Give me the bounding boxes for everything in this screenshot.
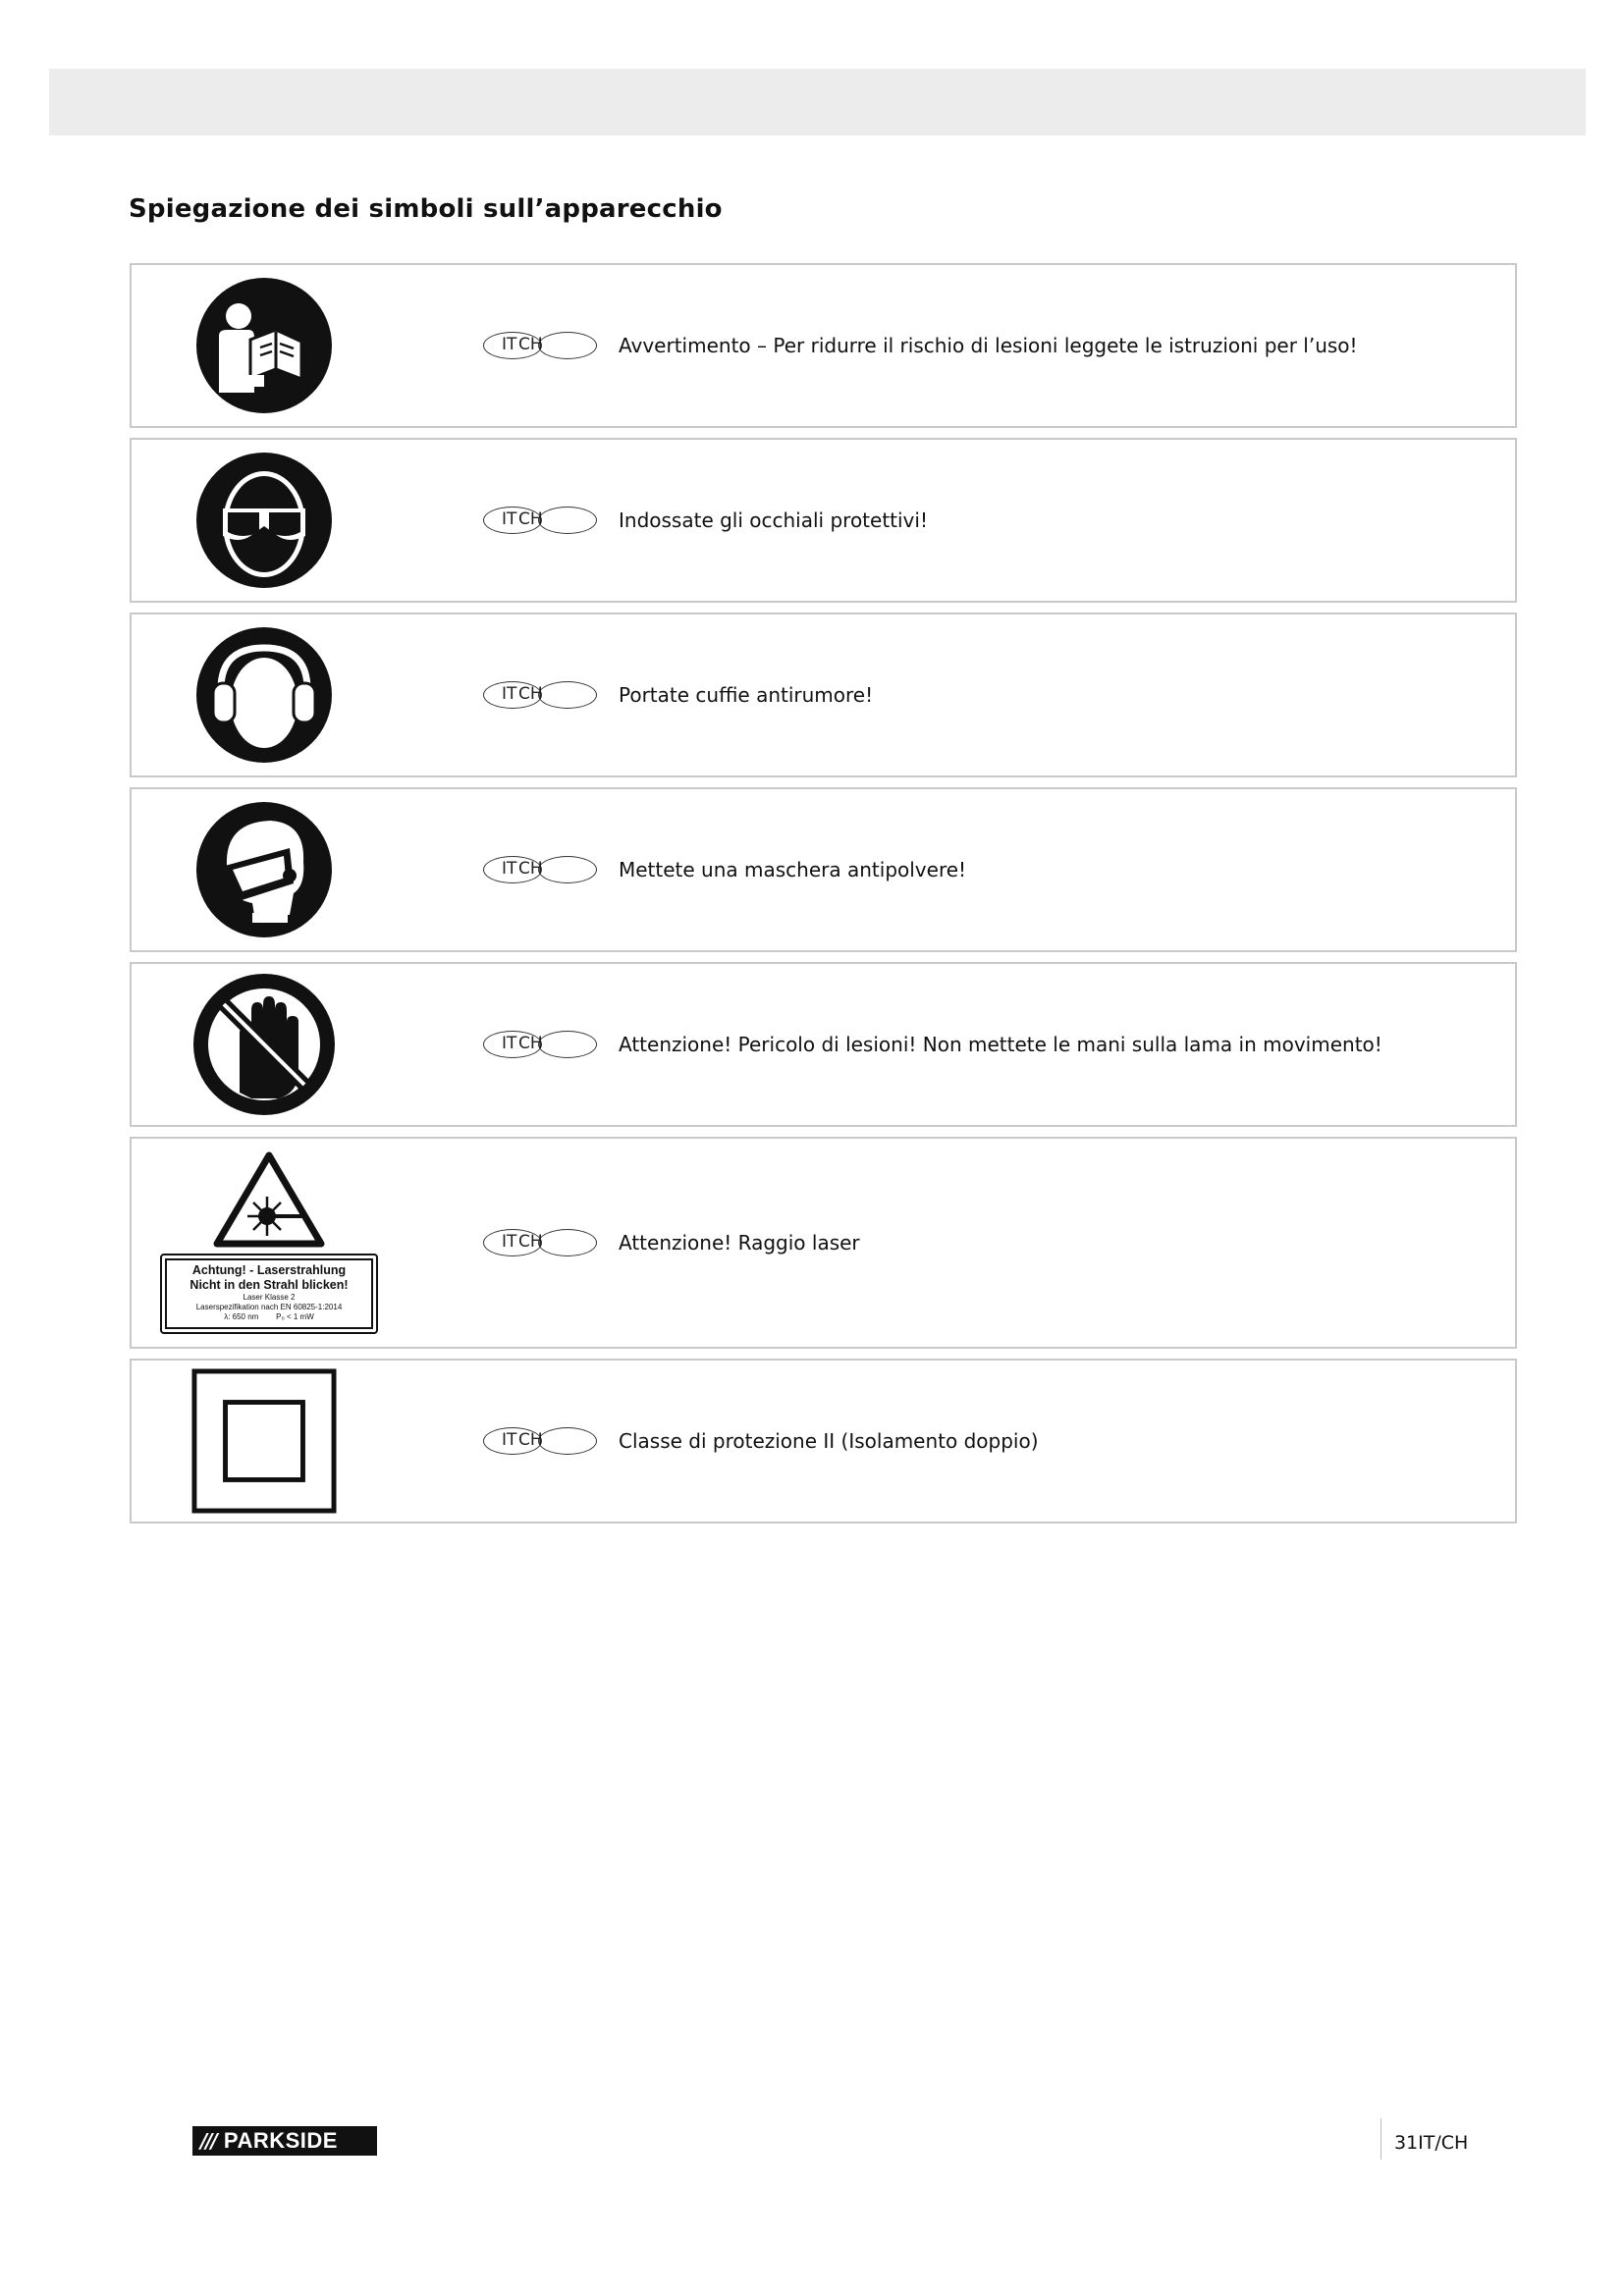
lang-code-it: IT (502, 859, 517, 879)
laser-label-line: Nicht in den Strahl blicken! (189, 1278, 349, 1292)
lang-code-it: IT (502, 509, 517, 529)
lang-code-ch: CH (518, 1430, 543, 1450)
laser-label-line: Laser Klasse 2 (243, 1293, 296, 1302)
laser-label-line: λ: 650 nm P₀ < 1 mW (224, 1312, 314, 1321)
section-title: Spiegazione dei simboli sull’apparecchio (129, 194, 723, 224)
symbol-row (130, 1359, 1517, 1523)
dust-mask-icon (190, 789, 338, 950)
parkside-logo (192, 2126, 377, 2156)
lang-code-it: IT (502, 1232, 517, 1252)
safety-goggles-icon (190, 440, 338, 601)
laser-warning-label (160, 1254, 378, 1334)
language-badge (483, 1427, 599, 1455)
laser-label-line: Laserspezifikation nach EN 60825-1:2014 (195, 1303, 343, 1311)
lang-code-ch: CH (518, 684, 543, 704)
lang-code-ch: CH (518, 509, 543, 529)
language-badge (483, 1229, 599, 1256)
logo-brand: PARKSIDE (223, 2128, 338, 2153)
lang-code-ch: CH (518, 859, 543, 879)
symbol-row (130, 613, 1517, 777)
symbol-row (130, 787, 1517, 952)
lang-code-it: IT (502, 335, 517, 354)
lang-code-ch: CH (518, 1034, 543, 1053)
symbol-description: Mettete una maschera antipolvere! (619, 858, 967, 881)
symbol-description: Indossate gli occhiali protettivi! (619, 508, 928, 532)
language-badge (483, 681, 599, 709)
language-badge (483, 332, 599, 359)
language-badge (483, 1031, 599, 1058)
symbol-row (130, 263, 1517, 428)
laser-label-line: Achtung! - Laserstrahlung (191, 1263, 347, 1277)
symbol-row (130, 1137, 1517, 1349)
symbol-description: Attenzione! Pericolo di lesioni! Non mettete le mani sulla lama in movimento! (619, 1033, 1382, 1056)
logo-stripes: /// (200, 2129, 216, 2153)
laser-triangle-icon (213, 1151, 325, 1248)
symbol-description: Classe di protezione II (Isolamento doppio) (619, 1429, 1039, 1453)
language-badge (483, 507, 599, 534)
lang-code-ch: CH (518, 1232, 543, 1252)
symbol-row (130, 962, 1517, 1127)
header-band (49, 69, 1586, 135)
language-badge (483, 856, 599, 883)
lang-code-it: IT (502, 684, 517, 704)
symbol-description: Avvertimento – Per ridurre il rischio di lesioni leggete le istruzioni per l’uso! (619, 334, 1358, 357)
lang-code-it: IT (502, 1430, 517, 1450)
no-hands-icon (190, 964, 338, 1125)
symbol-table (130, 263, 1517, 1533)
lang-code-ch: CH (518, 335, 543, 354)
laser-warning-icon (157, 1139, 381, 1347)
lang-code-it: IT (502, 1034, 517, 1053)
page-number: 31IT/CH (1394, 2132, 1469, 2154)
read-manual-icon (190, 265, 338, 426)
symbol-description: Attenzione! Raggio laser (619, 1231, 860, 1255)
footer-divider (1380, 2118, 1381, 2160)
protection-class-2-icon (190, 1361, 338, 1522)
symbol-row (130, 438, 1517, 603)
symbol-description: Portate cuffie antirumore! (619, 683, 874, 707)
ear-protection-icon (190, 614, 338, 775)
